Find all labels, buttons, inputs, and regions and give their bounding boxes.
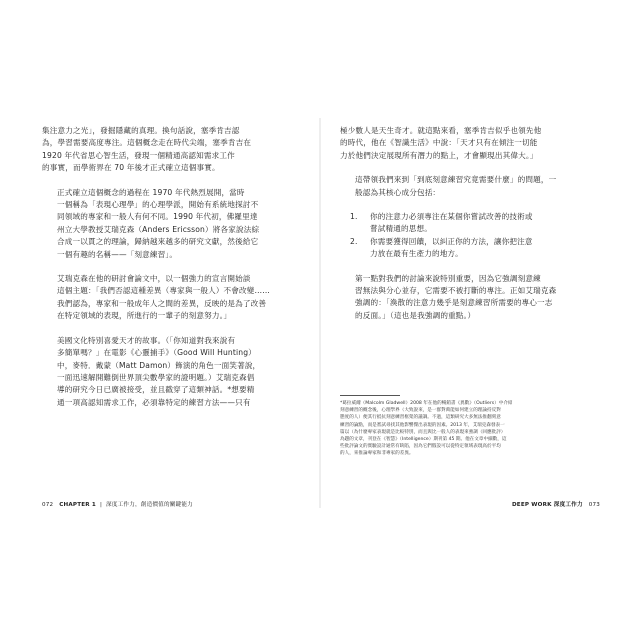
text-line: 你需要獲得回饋，以糾正你的方法，讓你把注意 — [370, 236, 533, 246]
paragraph — [340, 125, 600, 162]
text-line: 美國文化特別喜愛天才的故事。（「你知道對我來說有 — [57, 335, 236, 345]
text-line: 的時代，他在《智識生活》中說：「天才只有在傾注一切能 — [340, 138, 538, 148]
text-line: 強調的：「渙散的注意力幾乎是刻意練習所需要的專心一志 — [355, 298, 553, 308]
text-line: 力於他們決定展現所有潛力的點上，才會顯現出其偉大。」 — [340, 150, 538, 160]
list-item — [340, 211, 600, 236]
text-line: 習無法與分心並存，它需要不被打斷的專注。正如艾瑞克森 — [355, 286, 557, 296]
footnote-line: 刻意練習的概念後，心理學界（大致說來，是一群對萬能如何建立的理論持反對 — [340, 408, 501, 414]
text-line: 的反面。」（這也是我強調的重點。） — [355, 310, 476, 320]
text-line: 我們認為，專家和一般成年人之間的差異，反映的是為了改善 — [57, 298, 267, 308]
paragraph — [42, 335, 300, 409]
text-line: 嘗試精通的思想。 — [370, 224, 432, 234]
paragraph — [42, 125, 300, 175]
text-line: 這帶領我們來到「到底刻意練習究竟需要什麼」的問題，一 — [355, 175, 557, 185]
text-line: 力放在最有生產力的地方。 — [370, 249, 463, 259]
paragraph — [42, 187, 300, 261]
list-number: 1. — [350, 212, 358, 222]
right-page-bottom-text — [340, 273, 600, 323]
right-page-top-text — [340, 125, 600, 199]
footnote-line: 些批評論文的實驗設計通常有缺陷，因為它們假設可以從特定領域表現高於平均 — [340, 444, 501, 450]
list-item — [340, 236, 600, 261]
footnote-rule — [340, 395, 400, 396]
text-line: 為，學習需要高度專注。這個概念走在時代尖端，塞季肯吉在 — [42, 138, 252, 148]
chapter-label: CHAPTER 1 — [59, 502, 97, 508]
text-line: 這個主題：「我們否認這種差異（專家與一般人）不會改變…… — [57, 286, 271, 296]
footnote — [340, 400, 602, 458]
list-number: 2. — [350, 236, 358, 246]
footnote-line: 態度的人）便其行抵抗刻意練習框架的議調。不過，這類研究大多無法推翻刻意 — [340, 415, 501, 421]
text-line: 的事實，而學術界在 70 年後才正式確立這個事實。 — [42, 163, 220, 173]
right-page — [340, 125, 600, 334]
text-line: 極少數人是天生奇才。就這點來看，塞季肯吉似乎也領先他 — [340, 126, 542, 135]
footnote-line: *葛拉威爾（Malcolm Gladwell）2008 年在他的暢銷書《異數》（Outliers）中介紹 — [340, 401, 513, 406]
book-title: DEEP WORK 深度工作力 — [511, 502, 583, 508]
text-line: 艾瑞克森在他的研討會論文中，以一個強力的宣言開始談 — [57, 274, 251, 284]
page-gutter — [319, 118, 321, 508]
footnote-line: 為題的文章，刊登在《智慧》（Intelligence）期刊第 45 期。他在文章中細數，這 — [340, 437, 507, 443]
right-folio — [512, 501, 600, 509]
text-line: 一個有趣的名稱——「刻意練習」。 — [57, 249, 178, 259]
paragraph — [42, 273, 300, 323]
footnote-line: 篇以（為什麼專家表現就是比較特別，而且與比一般人的表現來強調（回應批評） — [340, 429, 506, 435]
text-line: 1920 年代省思心智生活，發現一個精通高認知需求工作 — [42, 150, 235, 160]
text-line: 通一項高認知需求工作，必須靠特定的練習方法——只有 — [57, 397, 251, 407]
left-folio: 072 CHAPTER 1 | 深度工作力，創造價值的關鍵能力 — [42, 502, 193, 508]
footnote-line: 練習的論點，而是嘗試尋找其他影響傑出表現的因素。2013 年，艾瑞克森發表一 — [340, 422, 505, 428]
text-line: 合成一以貫之的理論，歸納越來越多的研究文獻，然後給它 — [57, 237, 259, 247]
text-line: 第一點對我們的討論來說特別重要，因為它強調刻意練 — [355, 273, 541, 283]
chapter-title: 深度工作力，創造價值的關鍵能力 — [106, 502, 193, 508]
paragraph — [340, 174, 600, 199]
left-page — [42, 125, 300, 421]
text-line: 一個稱為「表現心理學」的心理學派，開始有系統地探討不 — [57, 200, 259, 210]
text-line: 正式確立這個概念的過程在 1970 年代熱烈展開，當時 — [57, 187, 245, 197]
text-line: 同領域的專家和一般人有何不同。1990 年代初，佛羅里達 — [57, 212, 258, 222]
text-line: 在特定領域的表現，所進行的一輩子的刻意努力。」 — [57, 311, 232, 321]
paragraph — [340, 273, 600, 323]
text-line: 導的研究今日已廣被接受，並且戳穿了這類神話。*想要精 — [57, 385, 255, 395]
text-line: 你的注意力必須專注在某個你嘗試改善的技術或 — [370, 212, 533, 222]
footnote-line: 的人，來推論專家和非專家的差異。 — [340, 451, 414, 457]
text-line: 多簡單嗎？」在電影《心靈捕手》（Good Will Hunting） — [57, 348, 256, 358]
right-page-number: 073 — [588, 502, 600, 508]
text-line: 般認為其核心成分包括： — [355, 187, 441, 197]
core-components-list — [340, 211, 600, 261]
text-line: 一面迅速解開難倒世界頂尖數學家的證明題。）艾瑞克森倡 — [57, 372, 255, 382]
text-line: 集注意力之光」，發掘隱藏的真理。換句話說，塞季肯吉認 — [42, 126, 240, 135]
text-line: 州立大學教授艾瑞克森（Anders Ericsson）將各家說法綜 — [57, 224, 260, 234]
left-page-number: 072 — [42, 502, 54, 508]
text-line: 中，麥特．戴蒙（Matt Damon）飾演的角色一面笑著說， — [57, 360, 261, 370]
